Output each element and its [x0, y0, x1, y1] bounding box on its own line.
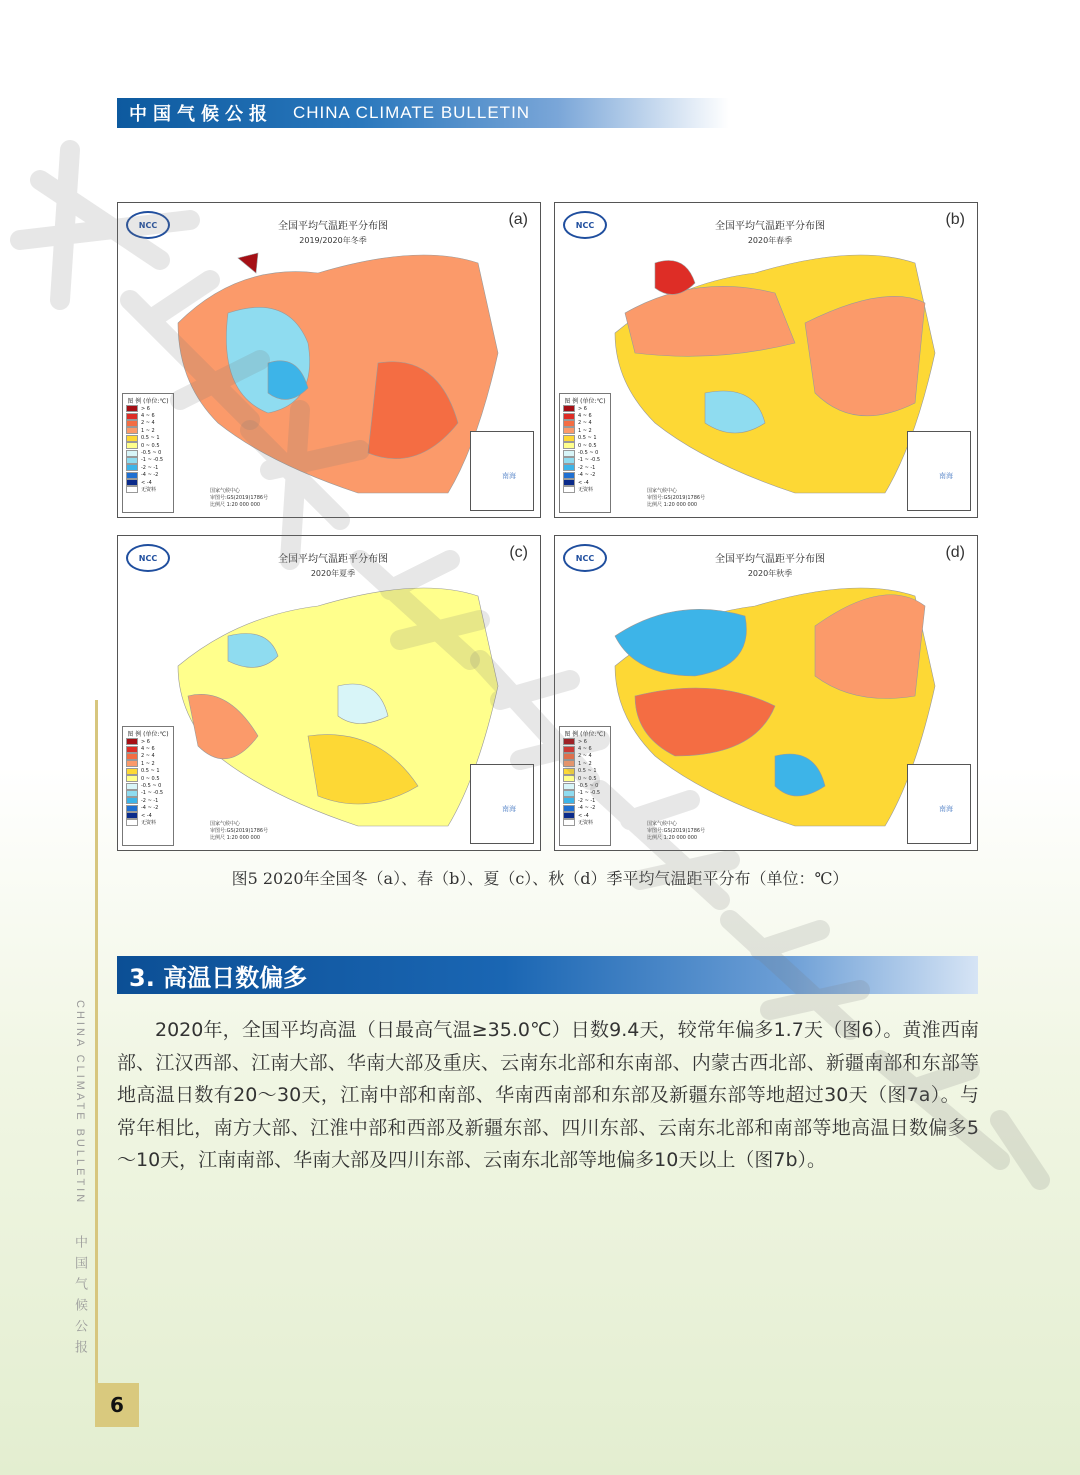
figure-caption: 图5 2020年全国冬（a）、春（b）、夏（c）、秋（d）季平均气温距平分布（单位：℃） [231, 869, 849, 888]
legend-item [563, 442, 610, 449]
legend-title: 图 例 (单位:℃) [127, 398, 169, 405]
legend-item [126, 775, 173, 782]
credit-line: 比例尺 1:20 000 000 [647, 502, 698, 508]
legend-swatch [563, 442, 575, 449]
credit-line: 比例尺 1:20 000 000 [647, 835, 698, 841]
legend-item [563, 457, 610, 464]
credit-line: 审图号:GS(2019)1786号 [210, 495, 269, 501]
legend-swatch [126, 420, 138, 427]
legend-item [563, 486, 610, 493]
legend-label: 4 ~ 6 [578, 413, 592, 420]
legend-label: 0.5 ~ 1 [578, 435, 597, 442]
legend-swatch [126, 790, 138, 797]
legend-label: -2 ~ -1 [578, 464, 596, 471]
legend-swatch [563, 464, 575, 471]
legend-label: 1 ~ 2 [141, 760, 155, 767]
legend-title: 图 例 (单位:℃) [564, 398, 606, 405]
credit-line: 审图号:GS(2019)1786号 [647, 495, 706, 501]
ncc-logo: NCC [563, 544, 607, 572]
legend-swatch [126, 413, 138, 420]
legend-swatch [126, 738, 138, 745]
legend-label: > 6 [578, 738, 587, 745]
legend-item [563, 805, 610, 812]
legend-swatch [126, 760, 138, 767]
legend-label: -0.5 ~ 0 [578, 783, 599, 790]
legend-label: -4 ~ -2 [578, 472, 596, 479]
legend-item [126, 442, 173, 449]
legend-swatch [126, 805, 138, 812]
legend-label: 无资料 [141, 820, 157, 827]
header-bar [117, 98, 729, 128]
legend-label: -4 ~ -2 [141, 472, 159, 479]
legend-item [563, 775, 610, 782]
legend-swatch [563, 746, 575, 753]
legend-label: 1 ~ 2 [141, 427, 155, 434]
legend-item [126, 768, 173, 775]
legend-swatch [563, 812, 575, 819]
inset-label: 南海 [939, 472, 953, 480]
legend-item [126, 753, 173, 760]
credit-line: 比例尺 1:20 000 000 [210, 502, 261, 508]
legend-swatch [563, 819, 575, 826]
legend-swatch [563, 413, 575, 420]
legend-swatch [126, 775, 138, 782]
legend-swatch [126, 464, 138, 471]
legend-swatch [563, 797, 575, 804]
legend-item [563, 738, 610, 745]
legend-swatch [126, 435, 138, 442]
legend-item [563, 797, 610, 804]
legend-item [126, 745, 173, 752]
map-subtitle: 2019/2020年冬季 [299, 236, 367, 245]
legend-swatch [563, 768, 575, 775]
legend-item [563, 472, 610, 479]
legend-label: < -4 [141, 479, 152, 486]
side-running-title [74, 1000, 90, 1361]
legend-swatch [563, 427, 575, 434]
legend-swatch [126, 472, 138, 479]
legend-label: -0.5 ~ 0 [141, 783, 162, 790]
section-paragraph: 2020年，全国平均高温（日最高气温≥35.0℃）日数9.4天，较常年偏多1.7天（图6）。黄淮西南部、江汉西部、江南大部、华南大部及重庆、云南东北部和东南部、内蒙古西北部、新疆南部和东部等地高温日数有20～30天，江南中部和南部、华南西南部和东部及新疆东部等地超过30天（图7a）。与常年相比，南方大部、江淮中部和西部及新疆东部、四川东部、云南东北部和南部等地高温日数偏多5～10天，江南南部、华南大部及四川东部、云南东北部等地偏多10天以上（图7b）。 [117, 1019, 979, 1171]
legend-swatch [563, 450, 575, 457]
legend-label: 0 ~ 0.5 [578, 442, 597, 449]
legend-swatch [126, 797, 138, 804]
legend-label: 4 ~ 6 [141, 413, 155, 420]
legend-label: 2 ~ 4 [141, 753, 155, 760]
credit-line: 国家气候中心 [647, 488, 678, 494]
map-letter: (b) [945, 211, 965, 228]
legend-label: -1 ~ -0.5 [578, 457, 601, 464]
legend-swatch [126, 768, 138, 775]
map-letter: (a) [508, 211, 528, 228]
legend-item [126, 782, 173, 789]
legend-swatch [563, 420, 575, 427]
legend-swatch [126, 812, 138, 819]
section-header [117, 956, 978, 994]
legend-label: 无资料 [578, 820, 594, 827]
legend-item [563, 790, 610, 797]
map-title: 全国平均气温距平分布图 [715, 554, 825, 565]
legend-item [563, 782, 610, 789]
legend-swatch [126, 819, 138, 826]
legend-item [563, 405, 610, 412]
legend-item [126, 427, 173, 434]
map-legend [559, 726, 611, 846]
legend-label: 1 ~ 2 [578, 760, 592, 767]
legend-label: 4 ~ 6 [578, 746, 592, 753]
legend-title: 图 例 (单位:℃) [564, 731, 606, 738]
legend-swatch [563, 775, 575, 782]
legend-item [126, 760, 173, 767]
credit-line: 审图号:GS(2019)1786号 [210, 828, 269, 834]
legend-label: 0.5 ~ 1 [141, 435, 160, 442]
legend-swatch [126, 405, 138, 412]
inset-label: 南海 [502, 805, 516, 813]
section-title: 3. 高温日数偏多 [129, 963, 308, 992]
legend-swatch [126, 479, 138, 486]
legend-item [126, 449, 173, 456]
legend-label: -4 ~ -2 [578, 805, 596, 812]
ncc-logo: NCC [563, 211, 607, 239]
legend-label: -2 ~ -1 [578, 797, 596, 804]
credit-line: 国家气候中心 [210, 488, 241, 494]
legend-item [126, 790, 173, 797]
legend-swatch [126, 442, 138, 449]
credit-line: 审图号:GS(2019)1786号 [647, 828, 706, 834]
legend-label: < -4 [578, 479, 589, 486]
legend-item [126, 435, 173, 442]
ncc-logo: NCC [126, 211, 170, 239]
legend-item [126, 479, 173, 486]
legend-item [126, 797, 173, 804]
legend-item [563, 449, 610, 456]
legend-item [563, 812, 610, 819]
legend-label: > 6 [141, 405, 150, 412]
map-subtitle: 2020年春季 [747, 236, 793, 245]
legend-label: 0.5 ~ 1 [578, 768, 597, 775]
legend-item [126, 738, 173, 745]
map-credits [210, 821, 330, 842]
legend-item [126, 819, 173, 826]
map-panel-c [117, 535, 541, 851]
legend-item [563, 464, 610, 471]
map-panel-b [554, 202, 978, 518]
map-panel-d [554, 535, 978, 851]
legend-swatch [563, 738, 575, 745]
credit-line: 国家气候中心 [647, 821, 678, 827]
map-subtitle: 2020年夏季 [310, 569, 356, 578]
legend-swatch [126, 450, 138, 457]
map-legend [559, 393, 611, 513]
legend-swatch [126, 427, 138, 434]
legend-label: 4 ~ 6 [141, 746, 155, 753]
legend-swatch [126, 753, 138, 760]
legend-swatch [563, 486, 575, 493]
legend-item [563, 435, 610, 442]
legend-item [563, 760, 610, 767]
legend-title: 图 例 (单位:℃) [127, 731, 169, 738]
legend-swatch [126, 783, 138, 790]
legend-item [126, 472, 173, 479]
legend-item [126, 464, 173, 471]
map-credits [210, 488, 330, 509]
map-legend [122, 726, 174, 846]
legend-item [126, 805, 173, 812]
legend-item [563, 819, 610, 826]
legend-swatch [126, 746, 138, 753]
legend-swatch [126, 486, 138, 493]
header-title-cn: 中国气候公报 [129, 104, 273, 125]
map-letter: (d) [945, 544, 965, 561]
legend-item [126, 457, 173, 464]
legend-swatch [563, 479, 575, 486]
legend-label: 0 ~ 0.5 [578, 775, 597, 782]
legend-label: > 6 [141, 738, 150, 745]
legend-label: -1 ~ -0.5 [141, 790, 164, 797]
legend-label: 2 ~ 4 [141, 420, 155, 427]
ncc-logo: NCC [126, 544, 170, 572]
legend-label: > 6 [578, 405, 587, 412]
legend-swatch [563, 457, 575, 464]
legend-item [563, 420, 610, 427]
legend-swatch [563, 405, 575, 412]
legend-label: 1 ~ 2 [578, 427, 592, 434]
legend-label: -1 ~ -0.5 [578, 790, 601, 797]
legend-item [563, 427, 610, 434]
legend-swatch [563, 760, 575, 767]
legend-label: 0.5 ~ 1 [141, 768, 160, 775]
map-legend [122, 393, 174, 513]
legend-item [126, 405, 173, 412]
legend-swatch [563, 435, 575, 442]
legend-label: -2 ~ -1 [141, 797, 159, 804]
map-panel-a [117, 202, 541, 518]
legend-item [563, 768, 610, 775]
credit-line: 比例尺 1:20 000 000 [210, 835, 261, 841]
legend-item [126, 412, 173, 419]
legend-item [126, 486, 173, 493]
legend-label: -2 ~ -1 [141, 464, 159, 471]
legend-label: 2 ~ 4 [578, 753, 592, 760]
legend-swatch [563, 783, 575, 790]
legend-swatch [563, 805, 575, 812]
map-title: 全国平均气温距平分布图 [278, 221, 388, 232]
side-line [95, 700, 98, 1400]
page-number: 6 [95, 1383, 139, 1427]
legend-item [563, 745, 610, 752]
legend-label: -4 ~ -2 [141, 805, 159, 812]
legend-item [126, 812, 173, 819]
legend-swatch [563, 790, 575, 797]
legend-item [563, 412, 610, 419]
map-title: 全国平均气温距平分布图 [715, 221, 825, 232]
legend-swatch [563, 472, 575, 479]
credit-line: 国家气候中心 [210, 821, 241, 827]
legend-item [563, 479, 610, 486]
map-title: 全国平均气温距平分布图 [278, 554, 388, 565]
side-text-cn: 中国气候公报 [73, 1235, 88, 1362]
side-text-en: CHINA CLIMATE BULLETIN [74, 1000, 86, 1206]
legend-label: 2 ~ 4 [578, 420, 592, 427]
legend-item [126, 420, 173, 427]
header-title-en: CHINA CLIMATE BULLETIN [293, 103, 531, 122]
legend-label: < -4 [578, 812, 589, 819]
inset-label: 南海 [939, 805, 953, 813]
map-credits [647, 821, 767, 842]
map-letter: (c) [509, 544, 528, 561]
legend-item [563, 753, 610, 760]
legend-label: 0 ~ 0.5 [141, 442, 160, 449]
legend-label: -1 ~ -0.5 [141, 457, 164, 464]
legend-swatch [126, 457, 138, 464]
inset-label: 南海 [502, 472, 516, 480]
legend-label: < -4 [141, 812, 152, 819]
legend-label: -0.5 ~ 0 [141, 450, 162, 457]
legend-label: 0 ~ 0.5 [141, 775, 160, 782]
legend-label: -0.5 ~ 0 [578, 450, 599, 457]
legend-swatch [563, 753, 575, 760]
map-credits [647, 488, 767, 509]
legend-label: 无资料 [578, 487, 594, 494]
map-subtitle: 2020年秋季 [747, 569, 793, 578]
legend-label: 无资料 [141, 487, 157, 494]
